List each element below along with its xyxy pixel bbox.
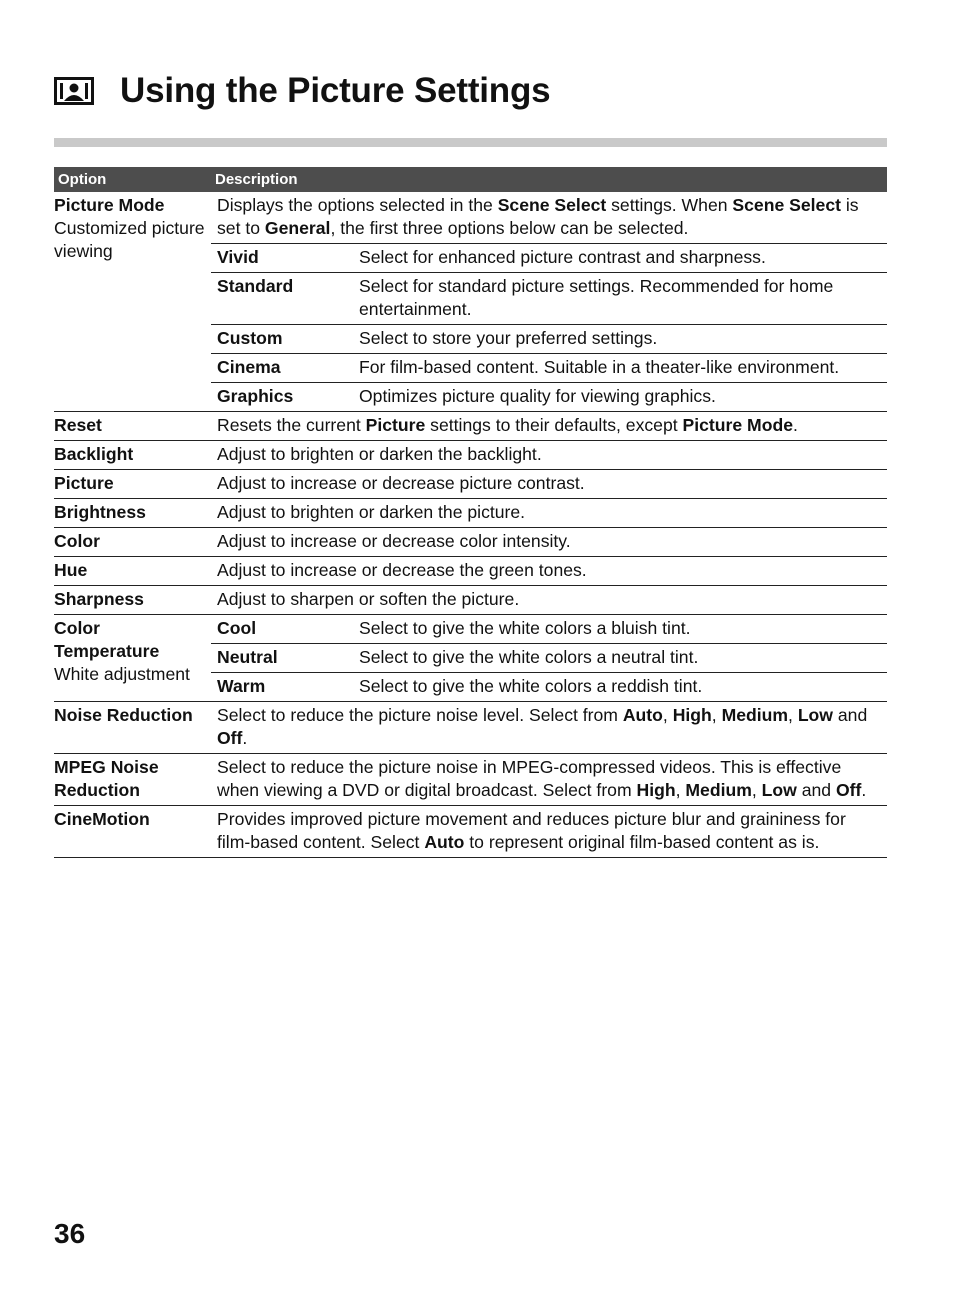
page-title: Using the Picture Settings <box>120 71 551 110</box>
text-run: , <box>662 705 673 725</box>
option-cell <box>54 470 211 499</box>
description-cell: Adjust to increase or decrease picture contrast. <box>211 470 887 499</box>
page-number: 36 <box>54 1218 86 1249</box>
header-description: Description <box>211 167 887 192</box>
option-name: Color <box>54 531 100 551</box>
table-row-color-temperature <box>54 615 887 702</box>
sub-option-desc: Select to give the white colors a bluish tint. <box>353 615 887 644</box>
option-cell <box>54 192 211 412</box>
bold-term: High <box>672 705 712 725</box>
text-run: Select to reduce the picture noise level. Select from <box>217 705 623 725</box>
sub-option-desc: Select to give the white colors a neutral tint. <box>353 644 887 673</box>
option-cell <box>54 806 211 858</box>
sub-option-desc: Select to store your preferred settings. <box>353 325 887 354</box>
title-divider <box>54 138 887 147</box>
table-row-noise-reduction <box>54 702 887 754</box>
sub-option-name: Vivid <box>211 244 353 273</box>
text-run: to represent original film-based content as is. <box>464 832 820 852</box>
option-cell <box>54 586 211 615</box>
text-run: Displays the options selected in the <box>217 195 498 215</box>
option-cell <box>54 412 211 441</box>
description-cell <box>211 192 887 412</box>
bold-term: High <box>636 780 676 800</box>
option-name: Hue <box>54 560 88 580</box>
sub-option-name: Standard <box>211 273 353 325</box>
table-row-color <box>54 528 887 557</box>
table-row-backlight <box>54 441 887 470</box>
table-header-row <box>54 167 887 192</box>
description-cell: Adjust to brighten or darken the picture. <box>211 499 887 528</box>
table-row-picture <box>54 470 887 499</box>
table-row-hue <box>54 557 887 586</box>
description-cell <box>211 412 887 441</box>
picture-mode-intro <box>211 192 887 244</box>
text-run: , <box>675 780 686 800</box>
option-cell <box>54 557 211 586</box>
table-row-reset <box>54 412 887 441</box>
option-name: MPEG Noise Reduction <box>54 757 159 800</box>
option-name: Picture Mode <box>54 195 165 215</box>
option-name: CineMotion <box>54 809 150 829</box>
text-run: . <box>792 415 798 435</box>
option-cell <box>54 754 211 806</box>
bold-term: Scene Select <box>732 195 841 215</box>
sub-row-custom <box>211 325 887 354</box>
bold-term: Low <box>797 705 833 725</box>
text-run: , the first three options below can be selected. <box>330 218 689 238</box>
text-run: is set to <box>217 195 859 238</box>
header-option: Option <box>54 167 211 192</box>
table-row-sharpness <box>54 586 887 615</box>
option-name: Backlight <box>54 444 134 464</box>
option-cell <box>54 615 211 702</box>
sub-row-warm <box>211 673 887 702</box>
sub-row-cinema <box>211 354 887 383</box>
sub-option-desc: For film-based content. Suitable in a theater-like environment. <box>353 354 887 383</box>
table-row-brightness <box>54 499 887 528</box>
option-name: Brightness <box>54 502 146 522</box>
text-run: , <box>788 705 798 725</box>
bold-term: Picture Mode <box>682 415 793 435</box>
description-cell: Adjust to increase or decrease the green tones. <box>211 557 887 586</box>
text-run: . <box>242 728 248 748</box>
sub-option-desc: Select for enhanced picture contrast and sharpness. <box>353 244 887 273</box>
table-row-cinemotion <box>54 806 887 858</box>
option-name: Sharpness <box>54 589 144 609</box>
option-cell <box>54 441 211 470</box>
sub-option-name: Neutral <box>211 644 353 673</box>
text-run: , <box>711 705 722 725</box>
bold-term: General <box>264 218 331 238</box>
option-name: Color Temperature <box>54 618 160 661</box>
sub-row-vivid <box>211 244 887 273</box>
description-cell <box>211 806 887 858</box>
sub-row-graphics <box>211 383 887 412</box>
sub-row-neutral <box>211 644 887 673</box>
text-run: and <box>796 780 836 800</box>
sub-option-name: Custom <box>211 325 353 354</box>
table-row-picture-mode <box>54 192 887 412</box>
description-cell: Adjust to brighten or darken the backlight. <box>211 441 887 470</box>
table-row-mpeg-noise-reduction <box>54 754 887 806</box>
description-cell <box>211 702 887 754</box>
picture-settings-table <box>54 167 887 858</box>
option-name: Reset <box>54 415 102 435</box>
description-cell <box>211 615 887 702</box>
sub-row-cool <box>211 615 887 644</box>
bold-term: Off <box>217 728 243 748</box>
text-run: settings. When <box>606 195 733 215</box>
bold-term: Medium <box>721 705 789 725</box>
description-cell: Adjust to increase or decrease color intensity. <box>211 528 887 557</box>
text-run: , <box>751 780 762 800</box>
bold-term: Auto <box>424 832 465 852</box>
sub-option-desc: Optimizes picture quality for viewing graphics. <box>359 386 716 406</box>
text-run: Provides improved picture movement and reduces picture blur and graininess for film-based content. Select <box>217 809 846 852</box>
picture-mode-subtable <box>211 192 887 411</box>
option-cell <box>54 499 211 528</box>
bold-term: Picture <box>365 415 426 435</box>
option-name: Picture <box>54 473 114 493</box>
color-temperature-subtable <box>211 615 887 701</box>
sub-option-desc: Select to give the white colors a reddish tint. <box>359 676 703 696</box>
option-cell <box>54 528 211 557</box>
text-run: and <box>833 705 868 725</box>
sub-option-name: Graphics <box>217 386 294 406</box>
bold-term: Scene Select <box>497 195 607 215</box>
option-subtitle: White adjustment <box>54 664 190 684</box>
option-name: Noise Reduction <box>54 705 193 725</box>
sub-option-name: Cool <box>211 615 353 644</box>
text-run: . <box>861 780 867 800</box>
description-cell <box>211 754 887 806</box>
page-header <box>54 66 550 116</box>
text-run: Select to reduce the picture noise in MPEG-compressed videos. This is effective when viewing a DVD or digital broadcast. Select from <box>217 757 842 800</box>
picture-mode-intro-row <box>211 192 887 244</box>
option-cell <box>54 702 211 754</box>
sub-row-standard <box>211 273 887 325</box>
sub-option-name: Warm <box>217 676 266 696</box>
sub-option-name: Cinema <box>211 354 353 383</box>
bold-term: Off <box>835 780 862 800</box>
description-cell: Adjust to sharpen or soften the picture. <box>211 586 887 615</box>
option-subtitle: Customized picture viewing <box>54 218 205 261</box>
bold-term: Low <box>761 780 797 800</box>
bold-term: Auto <box>622 705 663 725</box>
text-run: settings to their defaults, except <box>425 415 683 435</box>
picture-settings-icon <box>54 77 94 105</box>
sub-option-desc: Select for standard picture settings. Recommended for home entertainment. <box>353 273 887 325</box>
bold-term: Medium <box>685 780 752 800</box>
text-run: Resets the current <box>217 415 366 435</box>
